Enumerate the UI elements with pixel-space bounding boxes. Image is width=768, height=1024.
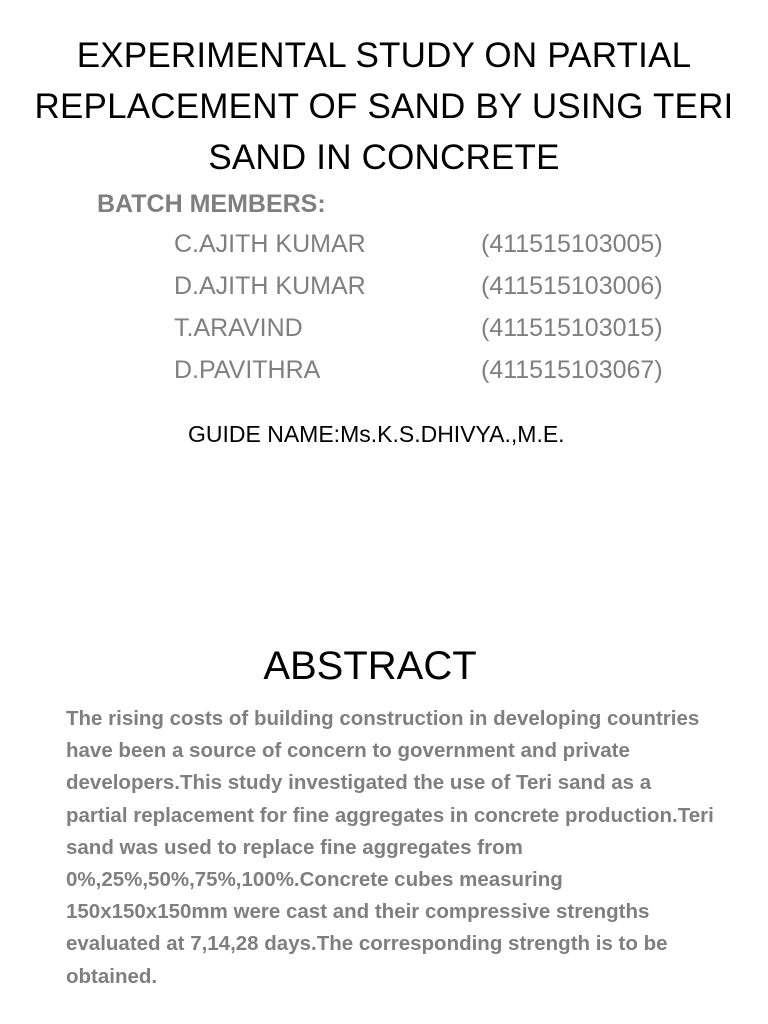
abstract-heading: ABSTRACT <box>263 644 477 688</box>
member-name: T.ARAVIND <box>174 314 303 342</box>
member-name: D.PAVITHRA <box>174 356 321 384</box>
member-name: D.AJITH KUMAR <box>174 272 366 300</box>
member-name: C.AJITH KUMAR <box>174 230 366 258</box>
member-id: (411515103005) <box>481 230 663 258</box>
slide-title: EXPERIMENTAL STUDY ON PARTIAL REPLACEMENT OF SAND BY USING TERI SAND IN CONCRETE <box>34 36 734 177</box>
member-row <box>174 228 704 270</box>
member-row <box>174 270 704 312</box>
member-row <box>174 312 704 354</box>
member-id: (411515103015) <box>481 314 663 342</box>
member-id: (411515103006) <box>481 272 663 300</box>
members-list <box>174 228 704 396</box>
guide-name: GUIDE NAME:Ms.K.S.DHIVYA.,M.E. <box>188 421 565 447</box>
abstract-body: The rising costs of building construction in developing countries have been a source of concern to government and private developers.This study investigated the use of Teri sand as a partial replacement for fine aggregates in concrete production.Teri sand was used to replace fine aggregates from 0%,25%,50%,75%,100%.Concrete cubes measuring 150x150x150mm were cast and their compressive strengths evaluated at 7,14,28 days.The corresponding strength is to be obtained. <box>66 707 714 988</box>
member-row <box>174 354 704 396</box>
member-id: (411515103067) <box>481 356 663 384</box>
batch-members-heading: BATCH MEMBERS: <box>97 190 326 218</box>
